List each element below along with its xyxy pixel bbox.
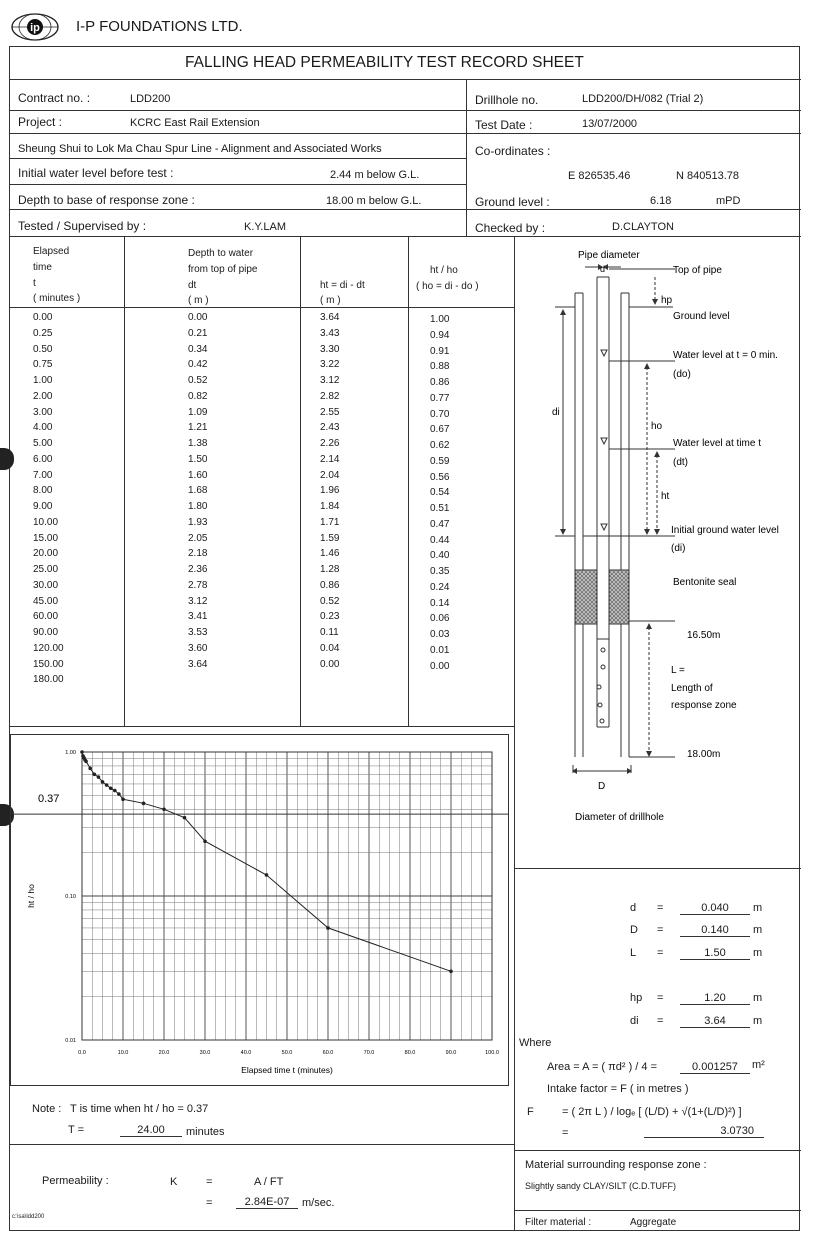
table-cell: 1.50 [188, 453, 208, 465]
table-cell: 3.64 [188, 658, 208, 670]
param-d-value-text: 0.040 [680, 902, 750, 915]
company-logo [10, 12, 60, 42]
table-cell: 1.09 [188, 406, 208, 418]
table-cell: 0.00 [188, 312, 208, 323]
header-elapsed-2: time [33, 262, 52, 273]
param-D-unit: m [753, 924, 763, 936]
table-cell: 20.00 [33, 548, 59, 560]
label-igwl-a: Initial ground water level [671, 525, 779, 536]
table-cell: 0.44 [430, 534, 450, 546]
F-value: 3.0730 [644, 1125, 764, 1138]
data-point [326, 926, 330, 930]
param-di-value-text: 3.64 [680, 1015, 750, 1028]
header-elapsed-4: ( minutes ) [33, 293, 81, 304]
x-tick-label: 90.0 [445, 1050, 457, 1056]
label-wlt-b: (dt) [673, 457, 688, 468]
data-point [265, 873, 269, 877]
param-d-unit: m [753, 902, 763, 914]
header-depth-3: dt [188, 280, 197, 291]
table-cell: 0.04 [320, 642, 340, 654]
table-cell: 0.11 [320, 627, 339, 638]
table-cell: 0.67 [430, 424, 450, 436]
F-symbol: F [527, 1106, 534, 1118]
label-ht: ht [661, 491, 670, 502]
table-cell: 2.05 [188, 532, 208, 544]
table-cell: 2.14 [320, 453, 340, 465]
table-cell: 3.43 [320, 327, 340, 339]
table-cell: 0.14 [430, 597, 450, 609]
intake-factor: Intake factor = F ( in metres ) [547, 1083, 689, 1095]
x-tick-label: 70.0 [363, 1050, 375, 1056]
table-cell: 1.28 [320, 564, 340, 575]
table-cell: 1.00 [430, 314, 450, 325]
coordinates-northing: N 840513.78 [676, 170, 739, 182]
table-cell: 0.94 [430, 329, 450, 341]
param-hp-value [680, 992, 750, 1005]
label-diameter-drillhole: Diameter of drillhole [575, 812, 664, 823]
param-d-eq: = [657, 902, 664, 914]
param-L-value-text: 1.50 [680, 947, 750, 960]
param-di-unit: m [753, 1015, 763, 1027]
initial-water-level-value: 2.44 m below G.L. [330, 169, 420, 181]
table-cell: 2.36 [188, 564, 208, 575]
project-description: Sheung Shui to Lok Ma Chau Spur Line - Alignment and Associated Works [18, 143, 382, 155]
table-cell: 3.64 [320, 312, 340, 323]
decay-chart [10, 734, 509, 1086]
drillhole-value: LDD200/DH/082 (Trial 2) [582, 93, 704, 105]
table-cell: 1.68 [188, 485, 208, 497]
param-L-eq: = [657, 947, 664, 959]
label-di: di [552, 407, 560, 418]
table-cell: 150.00 [33, 658, 64, 670]
footer-code: c:\sa\ldd200 [12, 1214, 45, 1220]
tested-by-label: Tested / Supervised by : [18, 219, 147, 233]
table-cell: 0.00 [320, 658, 340, 670]
table-cell: 1.38 [188, 438, 208, 449]
permeability-eq-1: = [206, 1176, 213, 1188]
data-point [203, 839, 207, 843]
table-cell: 0.70 [430, 408, 450, 420]
table-cell: 3.22 [320, 359, 340, 371]
label-wl0-a: Water level at t = 0 min. [673, 350, 778, 361]
contract-label: Contract no. : [18, 91, 91, 105]
param-di-eq: = [657, 1015, 664, 1027]
checked-by-label: Checked by : [475, 221, 546, 235]
permeability-eq-2: = [206, 1197, 213, 1209]
label-bentonite: Bentonite seal [673, 577, 737, 588]
x-tick-label: 40.0 [240, 1050, 252, 1056]
area-formula: Area = A = ( πd² ) / 4 = [547, 1061, 658, 1073]
table-cell: 0.03 [430, 629, 450, 640]
data-point [80, 750, 84, 754]
filter-value: Aggregate [630, 1217, 677, 1228]
data-point [109, 786, 113, 790]
label-D: D [598, 781, 606, 792]
x-tick-label: 30.0 [199, 1050, 211, 1056]
table-cell: 10.00 [33, 516, 59, 528]
param-D-value-text: 0.140 [680, 924, 750, 937]
table-cell: 1.93 [188, 516, 208, 528]
F-formula: = ( 2π L ) / logₑ [ (L/D) + √(1+(L/D)²) ] [562, 1106, 742, 1118]
where-label: Where [519, 1037, 552, 1049]
table-cell: 3.30 [320, 343, 340, 355]
table-cell: 0.21 [188, 327, 208, 339]
label-d: d [600, 264, 606, 274]
table-cell: 2.55 [320, 406, 340, 418]
param-L-symbol: L [630, 947, 637, 959]
table-cell: 3.41 [188, 611, 208, 623]
data-point [142, 802, 146, 806]
table-cell: 120.00 [33, 642, 64, 654]
table-cell: 0.06 [430, 613, 450, 625]
tested-by-value: K.Y.LAM [244, 221, 286, 233]
param-D-value [680, 924, 750, 937]
header-ht-1: ht = di - dt [320, 280, 365, 291]
table-cell: 0.51 [430, 503, 450, 514]
project-label: Project : [18, 115, 63, 129]
param-di-symbol: di [630, 1015, 639, 1027]
project-value: KCRC East Rail Extension [130, 117, 260, 129]
data-point [162, 808, 166, 812]
testdate-value: 13/07/2000 [582, 118, 638, 130]
table-cell: 0.50 [33, 343, 53, 355]
x-tick-label: 10.0 [117, 1050, 129, 1056]
data-point [105, 783, 109, 787]
coordinates-label: Co-ordinates : [475, 144, 551, 158]
table-cell: 0.35 [430, 566, 450, 577]
param-D-symbol: D [630, 924, 638, 936]
table-cell: 0.25 [33, 327, 53, 339]
table-cell: 0.56 [430, 471, 450, 483]
filter-label: Filter material : [525, 1217, 592, 1228]
table-cell: 3.12 [188, 595, 208, 607]
label-depth-top: 16.50m [687, 630, 721, 641]
param-L-unit: m [753, 947, 763, 959]
table-cell: 0.88 [430, 361, 450, 373]
data-point [97, 775, 101, 779]
y-tick-label: 0.10 [65, 894, 76, 900]
x-tick-label: 20.0 [158, 1050, 170, 1056]
company-name: I-P FOUNDATIONS LTD. [76, 18, 243, 35]
note-text: T is time when ht / ho = 0.37 [70, 1103, 209, 1115]
data-point [88, 767, 92, 771]
y-axis-label: ht / ho [26, 884, 36, 908]
data-point [113, 789, 117, 793]
label-pipe-diameter: Pipe diameter [578, 250, 640, 261]
F-value-wrap [644, 1125, 764, 1138]
table-cell: 0.00 [33, 312, 53, 323]
header-depth-2: from top of pipe [188, 264, 258, 275]
t-label: T = [68, 1124, 85, 1136]
x-tick-label: 100.0 [485, 1050, 499, 1056]
table-cell: 2.04 [320, 469, 340, 481]
x-tick-label: 50.0 [281, 1050, 293, 1056]
header-depth-4: ( m ) [188, 295, 209, 306]
area-value: 0.001257 [680, 1061, 750, 1074]
table-cell: 2.43 [320, 422, 340, 434]
logo-text: ip [30, 22, 40, 34]
param-D-eq: = [657, 924, 664, 936]
param-di-value [680, 1015, 750, 1028]
data-point [449, 969, 453, 973]
table-cell: 2.00 [33, 390, 53, 402]
table-cell: 3.00 [33, 406, 53, 418]
y-tick-label: 1.00 [65, 750, 76, 756]
t-value [120, 1124, 182, 1137]
table-cell: 1.59 [320, 532, 340, 544]
table-cell: 1.96 [320, 485, 340, 497]
header-elapsed-1: Elapsed [33, 246, 70, 257]
header-ratio-2: ( ho = di - do ) [416, 281, 479, 292]
table-cell: 1.80 [188, 501, 208, 512]
label-hp: hp [661, 295, 673, 306]
table-cell: 5.00 [33, 438, 53, 449]
permeability-value-wrap [236, 1196, 298, 1209]
table-cell: 90.00 [33, 627, 59, 638]
table-cell: 2.78 [188, 579, 208, 591]
drillhole-label: Drillhole no. [475, 93, 539, 107]
param-hp-unit: m [753, 992, 763, 1004]
table-cell: 0.77 [430, 392, 450, 404]
table-cell: 0.23 [320, 611, 340, 623]
table-cell: 1.71 [320, 516, 340, 528]
label-L-a: L = [671, 665, 685, 676]
param-hp-symbol: hp [630, 992, 643, 1004]
table-cell: 0.86 [320, 579, 340, 591]
param-d-value [680, 902, 750, 915]
permeability-K: K [170, 1176, 178, 1188]
data-point [101, 780, 105, 784]
label-top-of-pipe: Top of pipe [673, 265, 722, 276]
table-cell: 7.00 [33, 469, 53, 481]
ground-level-value: 6.18 [650, 195, 672, 207]
label-ground-level: Ground level [673, 311, 730, 322]
table-cell: 0.00 [430, 660, 450, 672]
data-point [121, 797, 125, 801]
table-cell: 4.00 [33, 422, 53, 434]
table-cell: 8.00 [33, 485, 53, 497]
table-cell: 0.86 [430, 377, 450, 388]
header-ratio-1: ht / ho [430, 265, 458, 276]
param-L-value [680, 947, 750, 960]
ground-level-unit: mPD [716, 195, 741, 207]
table-cell: 0.82 [188, 390, 208, 402]
table-cell: 180.00 [33, 674, 64, 686]
note-label: Note : [32, 1103, 62, 1115]
table-cell: 30.00 [33, 579, 59, 591]
table-cell: 2.82 [320, 390, 340, 402]
t-unit: minutes [186, 1126, 225, 1138]
data-point [183, 816, 187, 820]
label-L-b: Length of [671, 683, 713, 694]
table-cell: 2.26 [320, 438, 340, 449]
material-label: Material surrounding response zone : [525, 1159, 707, 1171]
label-depth-bottom: 18.00m [687, 749, 721, 760]
data-point [93, 773, 97, 777]
table-cell: 0.40 [430, 550, 450, 562]
table-cell: 3.12 [320, 375, 340, 386]
table-cell: 2.18 [188, 548, 208, 560]
depth-base-label: Depth to base of response zone : [18, 193, 195, 207]
area-unit: m² [752, 1059, 765, 1071]
table-cell: 3.60 [188, 642, 208, 654]
x-tick-label: 80.0 [404, 1050, 416, 1056]
param-d-symbol: d [630, 902, 637, 914]
table-cell: 1.84 [320, 501, 340, 512]
drillhole-diagram [515, 237, 801, 867]
param-hp-value-text: 1.20 [680, 992, 750, 1005]
x-tick-label: 0.0 [78, 1050, 86, 1056]
table-cell: 15.00 [33, 532, 59, 544]
table-cell: 0.52 [320, 595, 340, 607]
table-cell: 0.47 [430, 518, 450, 530]
label-L-c: response zone [671, 700, 737, 711]
table-cell: 0.91 [430, 345, 450, 357]
table-cell: 0.75 [33, 359, 53, 371]
table-cell: 1.21 [188, 422, 208, 434]
header-depth-1: Depth to water [188, 248, 254, 259]
permeability-label: Permeability : [42, 1175, 109, 1187]
ground-level-label: Ground level : [475, 195, 550, 209]
param-hp-eq: = [657, 992, 664, 1004]
F-eq: = [562, 1127, 569, 1139]
table-cell: 6.00 [33, 453, 53, 465]
table-cell: 9.00 [33, 501, 53, 512]
initial-water-level-label: Initial water level before test : [18, 166, 174, 180]
permeability-value: 2.84E-07 [236, 1196, 298, 1209]
label-wl0-b: (do) [673, 369, 691, 380]
table-cell: 45.00 [33, 595, 59, 607]
x-tick-label: 60.0 [322, 1050, 334, 1056]
table-cell: 0.62 [430, 440, 450, 451]
table-cell: 0.52 [188, 375, 208, 386]
t-value-text: 24.00 [120, 1124, 182, 1137]
contract-value: LDD200 [130, 93, 171, 105]
header-elapsed-3: t [33, 278, 36, 289]
table-cell: 0.59 [430, 455, 450, 467]
coordinates-easting: E 826535.46 [568, 170, 631, 182]
header-ht-2: ( m ) [320, 295, 341, 306]
table-cell: 1.00 [33, 375, 53, 386]
permeability-formula: A / FT [254, 1176, 284, 1188]
table-cell: 0.54 [430, 487, 450, 499]
x-axis-label: Elapsed time t (minutes) [241, 1065, 333, 1075]
data-point [84, 760, 88, 764]
table-cell: 0.01 [430, 644, 450, 656]
label-igwl-b: (di) [671, 543, 686, 554]
table-cell: 1.60 [188, 469, 208, 481]
table-cell: 60.00 [33, 611, 59, 623]
y-tick-label: 0.01 [65, 1038, 76, 1044]
permeability-unit: m/sec. [302, 1197, 335, 1209]
data-point [117, 792, 121, 796]
ref-line-label: 0.37 [38, 793, 60, 806]
label-wlt-a: Water level at time t [673, 438, 761, 449]
page-title: FALLING HEAD PERMEABILITY TEST RECORD SHEET [185, 54, 584, 71]
area-value-wrap [680, 1061, 750, 1074]
material-value: Slightly sandy CLAY/SILT (C.D.TUFF) [525, 1181, 677, 1191]
testdate-label: Test Date : [475, 118, 533, 132]
table-cell: 0.34 [188, 343, 208, 355]
checked-by-value: D.CLAYTON [612, 221, 674, 233]
table-cell: 0.24 [430, 581, 450, 593]
label-ho: ho [651, 421, 663, 432]
depth-base-value: 18.00 m below G.L. [326, 195, 422, 207]
table-cell: 3.53 [188, 627, 208, 638]
table-cell: 1.46 [320, 548, 340, 560]
table-cell: 0.42 [188, 359, 208, 371]
table-cell: 25.00 [33, 564, 59, 575]
